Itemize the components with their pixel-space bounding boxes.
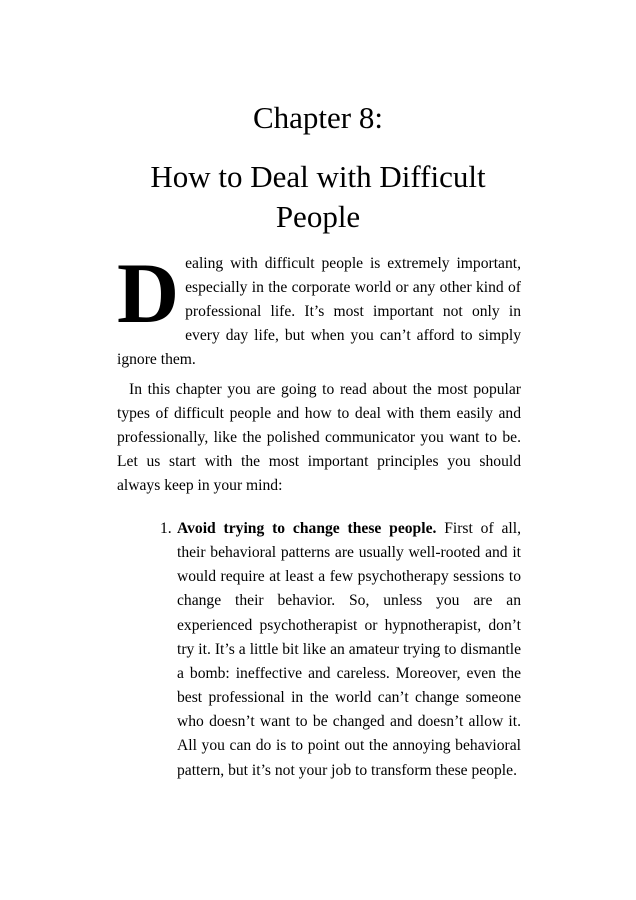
chapter-title-line-2: People	[275, 199, 361, 234]
list-item-text: First of all, their behavioral patterns are usually well-rooted and it would require at least a few psychotherapy sessions to change their behavior. So, unless you are an experienced psychotherapist or hypnotherapist, don’t try it. It’s a little bit like an amateur trying to dismantle a bomb: ineffective and careless. Moreover, even the best professional in the world can’t change someone who doesn’t want to be changed and doesn’t allow it. All you can do is to point out the annoying behavioral pattern, but it’s not your job to transform these people.	[177, 520, 521, 779]
body-paragraph: In this chapter you are going to read about the most popular types of difficult people and how to deal with them easily and professionally, like the polished communicator you want to be. Let us start with the most important principles you should always keep in your mind:	[117, 381, 521, 494]
drop-cap: D	[117, 245, 180, 341]
list-item-lead: Avoid trying to change these people.	[177, 520, 437, 537]
chapter-title-line-1: How to Deal with Difficult	[150, 159, 486, 194]
chapter-number: Chapter 8:	[253, 100, 383, 135]
list-item-number: 1.	[160, 520, 172, 537]
list-item	[160, 517, 521, 783]
principles-list	[160, 517, 521, 783]
intro-paragraph	[117, 245, 521, 372]
intro-paragraph-text: ealing with difficult people is extremely important, especially in the corporate world or any other kind of professional life. It’s most important not only in every day life, but when you can’t afford to simply ignore them.	[117, 255, 521, 368]
